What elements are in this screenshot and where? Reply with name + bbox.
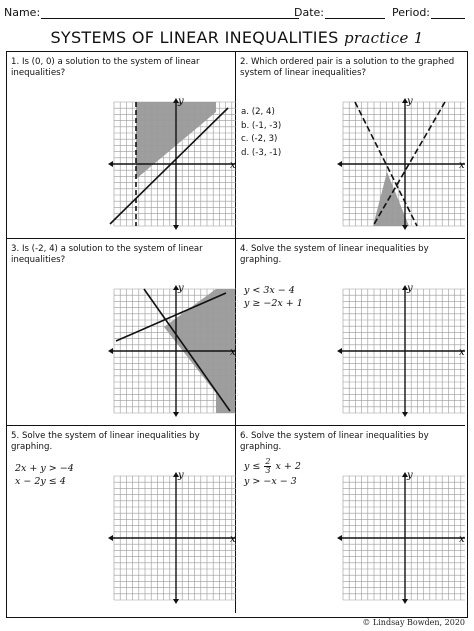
problem-2 — [236, 52, 465, 239]
problem-1-graph — [108, 96, 236, 236]
problem-4-inequality-2: y ≥ −2x + 1 — [244, 298, 303, 309]
problem-6-question: Solve the system of linear inequalities by graphing. — [240, 431, 429, 452]
problem-4-text — [240, 244, 462, 266]
problem-6-ineq1-rhs: x + 2 — [275, 461, 301, 472]
problem-5-question: Solve the system of linear inequalities by graphing. — [11, 431, 200, 452]
copyright-notice: © Lindsay Bowden, 2020 — [362, 618, 465, 627]
problem-1-x-label: x — [230, 160, 236, 171]
problem-5-y-label: y — [178, 470, 184, 481]
problem-2-text — [240, 57, 462, 79]
problem-6-system — [244, 458, 301, 488]
problem-1-y-label: y — [178, 96, 184, 107]
problem-6-number: 6. — [240, 431, 249, 441]
problem-2-x-label: x — [459, 160, 465, 171]
problem-2-number: 2. — [240, 57, 249, 67]
problem-4-system — [244, 284, 303, 310]
choice-d[interactable]: d. (-3, -1) — [241, 147, 282, 158]
name-label: Name: — [4, 6, 41, 19]
problem-grid — [6, 51, 468, 618]
problem-6-fraction — [264, 458, 271, 475]
problem-5-inequality-2: x − 2y ≤ 4 — [15, 476, 66, 487]
title-suffix: practice 1 — [344, 29, 424, 47]
problem-5-text — [11, 431, 233, 453]
problem-1 — [7, 52, 236, 239]
problem-3 — [7, 239, 236, 426]
problem-2-question: Which ordered pair is a solution to the graphed system of linear inequalities? — [240, 57, 455, 78]
problem-5-x-label: x — [230, 534, 236, 545]
problem-5-coordinate-grid — [108, 472, 236, 604]
problem-4-coordinate-grid — [337, 285, 465, 417]
name-blank — [41, 7, 299, 19]
page-title — [0, 28, 474, 47]
fraction-numerator: 2 — [265, 457, 271, 466]
date-blank — [325, 7, 385, 19]
problem-6-x-label: x — [459, 534, 465, 545]
problem-3-y-label: y — [178, 283, 184, 294]
period-blank — [431, 7, 465, 19]
problem-2-choices — [241, 106, 281, 160]
problem-3-text — [11, 244, 233, 266]
problem-3-graph — [108, 283, 236, 423]
title-main: SYSTEMS OF LINEAR INEQUALITIES — [50, 28, 339, 47]
problem-4-inequality-1: y < 3x − 4 — [244, 285, 295, 296]
problem-6-coordinate-grid — [337, 472, 465, 604]
worksheet-header — [0, 0, 474, 24]
date-field — [294, 6, 385, 19]
problem-5-number: 5. — [11, 431, 20, 441]
period-field — [392, 6, 465, 19]
choice-c[interactable]: c. (-2, 3) — [241, 134, 278, 144]
problem-4-x-label: x — [459, 347, 465, 358]
problem-6-graph — [337, 470, 465, 610]
problem-3-number: 3. — [11, 244, 20, 254]
problem-4-question: Solve the system of linear inequalities by graphing. — [240, 244, 429, 265]
choice-b[interactable]: b. (-1, -3) — [241, 120, 282, 131]
date-label: Date: — [294, 6, 324, 19]
fraction-denominator: 3 — [265, 466, 271, 475]
problem-5-graph — [108, 470, 236, 610]
name-field — [4, 6, 299, 19]
problem-6-inequality-2: y > −x − 3 — [244, 476, 297, 487]
problem-3-question: Is (-2, 4) a solution to the system of linear inequalities? — [11, 244, 203, 265]
problem-6-inequality-1 — [244, 458, 301, 475]
problem-1-number: 1. — [11, 57, 20, 67]
problem-4-number: 4. — [240, 244, 249, 254]
problem-6-text — [240, 431, 462, 453]
problem-6-ineq1-lhs: y ≤ — [244, 461, 261, 472]
choice-a[interactable]: a. (2, 4) — [241, 107, 275, 117]
problem-5-system — [15, 462, 74, 488]
problem-1-text — [11, 57, 233, 79]
problem-4 — [236, 239, 465, 426]
problem-3-x-label: x — [230, 347, 236, 358]
problem-2-y-label: y — [407, 96, 413, 107]
problem-1-question: Is (0, 0) a solution to the system of linear inequalities? — [11, 57, 200, 78]
period-label: Period: — [392, 6, 431, 19]
problem-4-graph — [337, 283, 465, 423]
problem-4-y-label: y — [407, 283, 413, 294]
problem-2-graph — [337, 96, 465, 236]
problem-6 — [236, 426, 465, 613]
problem-5-inequality-1: 2x + y > −4 — [15, 463, 74, 474]
problem-6-y-label: y — [407, 470, 413, 481]
problem-5 — [7, 426, 236, 613]
